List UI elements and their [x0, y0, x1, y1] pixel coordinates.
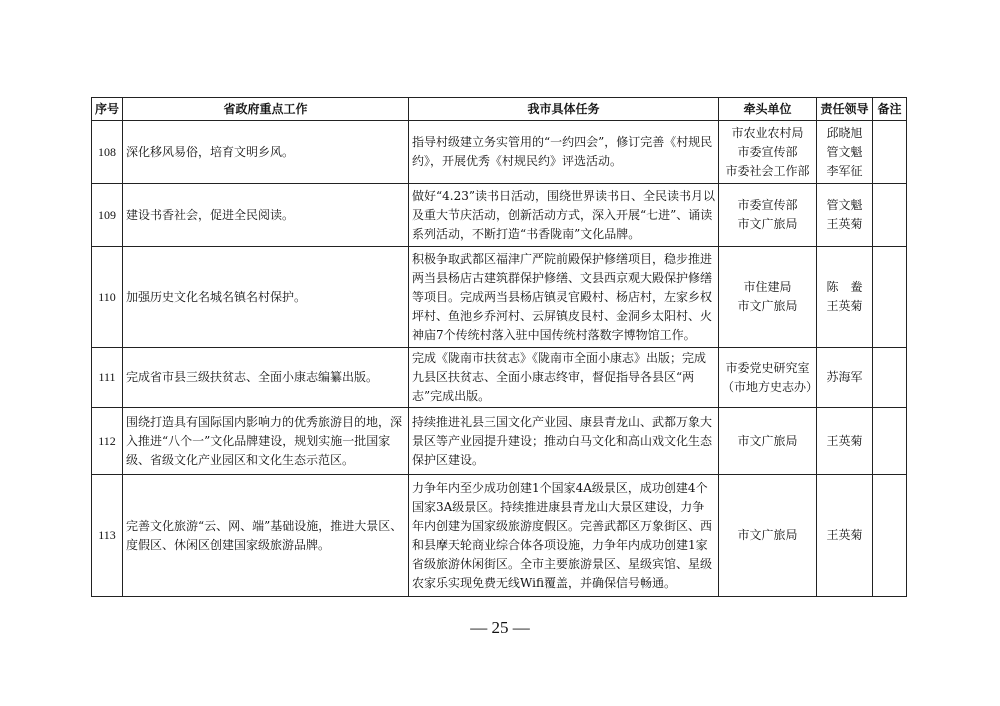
leader-cell: [817, 184, 873, 247]
leader-cell: [817, 348, 873, 408]
remark-cell: [873, 121, 907, 184]
lead-unit-cell: [719, 348, 817, 408]
lead-unit: 市委宣传部: [737, 198, 798, 212]
leader-name: 王英菊: [826, 433, 863, 448]
provincial-work-cell: 加强历史文化名城名镇名村保护。: [123, 247, 409, 348]
lead-unit: 市住建局: [743, 280, 792, 294]
lead-unit: 市农业农村局: [731, 125, 804, 140]
city-task-cell: 力争年内至少成功创建1个国家4A级景区，成功创建4个国家3A级景区。持续推进康县青龙山大景区建设，力争年内创建为国家级旅游度假区。完善武都区万象街区、西和县摩天轮商业综合体各项设施，力争年内成功创建1家省级旅游休闲街区。全市主要旅游景区、星级宾馆、星级农家乐实现免费无线Wifi覆盖，并确保信号畅通。: [409, 475, 719, 597]
lead-unit: 市委党史研究室: [725, 360, 810, 375]
page-number: — 25 —: [470, 618, 530, 637]
table-row: [92, 247, 907, 348]
lead-unit: （市地方史志办）: [722, 379, 819, 394]
header-provincial-work: 省政府重点工作: [123, 98, 409, 121]
lead-unit-cell: [719, 121, 817, 184]
row-number: 111: [92, 348, 123, 408]
header-no: 序号: [92, 98, 123, 121]
lead-unit: 市委社会工作部: [725, 163, 810, 178]
leader-name: 王英菊: [826, 299, 863, 313]
task-table: [91, 97, 907, 597]
leader-name: 王英菊: [826, 528, 863, 542]
lead-unit: 市文广旅局: [737, 528, 798, 542]
lead-unit: 市委宣传部: [737, 144, 798, 159]
header-leader: 责任领导: [817, 98, 873, 121]
leader-cell: [817, 121, 873, 184]
provincial-work-cell: 完善文化旅游“云、网、端”基础设施，推进大景区、度假区、休闲区创建国家级旅游品牌。: [123, 475, 409, 597]
leader-name: 管文魁: [826, 198, 863, 212]
provincial-work-cell: 建设书香社会，促进全民阅读。: [123, 184, 409, 247]
row-number: 109: [92, 184, 123, 247]
header-city-task: 我市具体任务: [409, 98, 719, 121]
lead-unit-cell: [719, 475, 817, 597]
table-row: [92, 408, 907, 475]
row-number: 113: [92, 475, 123, 597]
city-task-cell: 指导村级建立务实管用的“一约四会”，修订完善《村规民约》，开展优秀《村规民约》评选活动。: [409, 121, 719, 184]
leader-name: 陈 鲞: [826, 280, 863, 294]
leader-name: 苏海军: [826, 370, 863, 384]
lead-unit: 市文广旅局: [737, 217, 798, 231]
table-row: [92, 348, 907, 408]
provincial-work-cell: 完成省市县三级扶贫志、全面小康志编纂出版。: [123, 348, 409, 408]
provincial-work-cell: 深化移风易俗，培育文明乡风。: [123, 121, 409, 184]
row-number: 108: [92, 121, 123, 184]
remark-cell: [873, 184, 907, 247]
leader-name: 邱晓旭: [826, 125, 863, 140]
row-number: 110: [92, 247, 123, 348]
header-lead-unit: 牵头单位: [719, 98, 817, 121]
remark-cell: [873, 475, 907, 597]
row-number: 112: [92, 408, 123, 475]
leader-name: 管文魁: [826, 144, 863, 159]
leader-cell: [817, 475, 873, 597]
leader-name: 李军征: [826, 163, 863, 178]
header-remark: 备注: [873, 98, 907, 121]
lead-unit-cell: [719, 408, 817, 475]
remark-cell: [873, 348, 907, 408]
remark-cell: [873, 408, 907, 475]
leader-cell: [817, 408, 873, 475]
provincial-work-cell: 围绕打造具有国际国内影响力的优秀旅游目的地，深入推进“八个一”文化品牌建设，规划实施一批国家级、省级文化产业园区和文化生态示范区。: [123, 408, 409, 475]
lead-unit: 市文广旅局: [737, 433, 798, 448]
table-row: [92, 184, 907, 247]
city-task-cell: 持续推进礼县三国文化产业园、康县青龙山、武都万象大景区等产业园提升建设；推动白马文化和高山戏文化生态保护区建设。: [409, 408, 719, 475]
remark-cell: [873, 247, 907, 348]
lead-unit: 市文广旅局: [737, 299, 798, 313]
table-header-row: [92, 98, 907, 121]
leader-name: 王英菊: [826, 217, 863, 231]
table-row: [92, 475, 907, 597]
lead-unit-cell: [719, 184, 817, 247]
city-task-cell: 做好“4.23”读书日活动，围绕世界读书日、全民读书月以及重大节庆活动，创新活动方式，深入开展“七进”、诵读系列活动，不断打造“书香陇南”文化品牌。: [409, 184, 719, 247]
leader-cell: [817, 247, 873, 348]
city-task-cell: 完成《陇南市扶贫志》《陇南市全面小康志》出版；完成九县区扶贫志、全面小康志终审，督促指导各县区“两志”完成出版。: [409, 348, 719, 408]
city-task-cell: 积极争取武都区福津广严院前殿保护修缮项目，稳步推进两当县杨店古建筑群保护修缮、文县西京观大殿保护修缮等项目。完成两当县杨店镇灵官殿村、杨店村，左家乡权坪村、鱼池乡乔河村、云屏镇皮艮村、金洞乡太阳村、火神庙7个传统村落入驻中国传统村落数字博物馆工作。: [409, 247, 719, 348]
table-row: [92, 121, 907, 184]
lead-unit-cell: [719, 247, 817, 348]
